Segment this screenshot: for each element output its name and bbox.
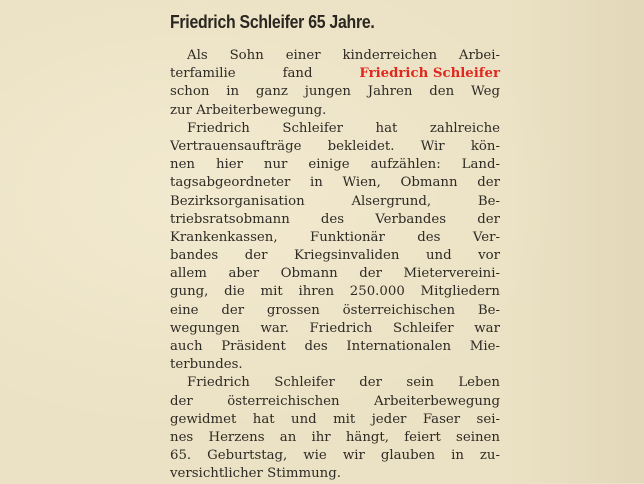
article-word: österreichischen xyxy=(342,302,456,318)
highlighted-name: Friedrich Schleifer xyxy=(359,66,500,82)
article-line xyxy=(170,156,500,174)
article-word: Friedrich xyxy=(309,320,373,336)
article-word: grossen xyxy=(266,302,320,318)
article-word: sein xyxy=(406,375,434,391)
article-word: war xyxy=(474,320,500,336)
article-word: österreichischen xyxy=(227,393,340,409)
article-word: Faser xyxy=(422,411,461,427)
article-word: ganz xyxy=(255,84,288,100)
article-line xyxy=(170,465,500,483)
article-word: Verbandes xyxy=(375,211,447,227)
article-word: terbundes. xyxy=(170,357,243,373)
article-word: des xyxy=(417,229,441,245)
article-word: zu- xyxy=(479,448,500,464)
article-word: Schleifer xyxy=(274,375,335,391)
article-line xyxy=(170,229,500,247)
article-word: Ver- xyxy=(472,229,500,245)
article-word: nes xyxy=(170,429,194,445)
article-word: Wir xyxy=(420,138,445,154)
article-word: Sohn xyxy=(229,48,264,63)
article-word: hängt, xyxy=(345,429,389,445)
article-word: der xyxy=(170,393,193,409)
article-word: einer xyxy=(285,48,321,63)
article-word: Leben xyxy=(458,375,500,391)
article-word: eine xyxy=(170,302,199,318)
article-word: Schleifer xyxy=(393,320,454,336)
article-word: Jahren xyxy=(367,84,413,100)
article-word: Mietervereini- xyxy=(403,266,500,282)
article-word: allem xyxy=(170,266,207,282)
article-word: Bezirksorganisation xyxy=(170,193,305,209)
article-line xyxy=(170,356,500,374)
article-word: wir xyxy=(342,448,365,464)
article-line xyxy=(170,174,500,192)
article-word: zahlreiche xyxy=(429,120,500,136)
article-word: in xyxy=(451,448,464,464)
article-line xyxy=(170,65,500,83)
article-word: Geburtstag, xyxy=(207,448,288,464)
article-word: gung, xyxy=(170,284,209,300)
article-word: den xyxy=(429,84,455,100)
article-word: glauben xyxy=(380,448,436,464)
article-word: Präsident xyxy=(221,339,286,354)
article-word: Be- xyxy=(477,302,500,318)
article-line xyxy=(170,211,500,229)
article-word: bandes xyxy=(170,248,219,264)
article-line xyxy=(170,393,500,411)
article-line xyxy=(170,429,500,447)
article-word: bekleidet. xyxy=(327,138,395,154)
article-line xyxy=(170,283,500,301)
article-word: Stimmung. xyxy=(267,466,341,482)
article-word: Obmann xyxy=(400,175,458,191)
article-word: des xyxy=(320,211,345,227)
article-line xyxy=(170,447,500,465)
article-word: hat xyxy=(375,120,398,136)
article-word: mit xyxy=(260,284,283,300)
article-word: hier xyxy=(215,157,243,173)
article-word: feiert xyxy=(404,429,441,445)
article-word: Kriegsinvaliden xyxy=(293,248,400,264)
article-word: Mie- xyxy=(469,339,500,354)
article-body xyxy=(170,47,500,484)
article-word: kön- xyxy=(470,138,500,154)
article-word: vor xyxy=(478,248,500,264)
article-word: Wien, xyxy=(342,175,381,191)
article-word: der xyxy=(477,211,500,227)
article-word: versichtlicher xyxy=(170,466,263,482)
article-line xyxy=(170,193,500,211)
article-word: in xyxy=(226,84,240,100)
article-word: einige xyxy=(308,157,350,173)
article-line xyxy=(170,138,500,156)
article-word: der xyxy=(477,175,500,191)
article-word: aber xyxy=(228,266,260,282)
article-word: 65. xyxy=(170,448,192,464)
article-word: Funktionär xyxy=(309,229,385,245)
article-word: terfamilie xyxy=(170,66,236,82)
article-word: in xyxy=(309,175,323,191)
article-word: 250.000 xyxy=(349,284,405,300)
article-word: Alsergrund, xyxy=(351,193,432,209)
article-word: und xyxy=(291,411,317,427)
article-word: der xyxy=(221,302,245,318)
article-line xyxy=(170,374,500,392)
article-word: mit xyxy=(333,411,356,427)
article-word: Land- xyxy=(461,157,500,173)
article-word: Schleifer xyxy=(282,120,344,136)
article-word: seinen xyxy=(456,429,500,445)
article-word: des xyxy=(304,339,328,354)
article-line xyxy=(170,247,500,265)
article-word: kinderreichen xyxy=(342,48,438,63)
article-word: Herzens xyxy=(208,429,265,445)
article-word: war. xyxy=(260,320,289,336)
article-word: Friedrich xyxy=(187,120,250,136)
article-line xyxy=(170,83,500,101)
article-word: zur xyxy=(170,102,192,118)
article-word: jeder xyxy=(371,411,407,427)
article-word: Mitgliedern xyxy=(420,284,500,300)
article-line xyxy=(170,102,500,120)
article-word: triebsratsobmann xyxy=(170,211,290,227)
article-word: Internationalen xyxy=(346,339,452,354)
article-word: hat xyxy=(252,411,275,427)
article-word: Friedrich xyxy=(187,375,250,391)
article-word: der xyxy=(244,248,268,264)
article-word: Arbei- xyxy=(458,48,500,63)
article-word: an xyxy=(279,429,297,445)
article-word: aufzählen: xyxy=(370,157,441,173)
article-word: gewidmet xyxy=(170,411,237,427)
article-word: und xyxy=(425,248,452,264)
article-line xyxy=(170,320,500,338)
article-line xyxy=(170,411,500,429)
article-word: fand xyxy=(282,66,313,82)
article-word: ihr xyxy=(311,429,331,445)
article-word: Krankenkassen, xyxy=(170,229,278,245)
article xyxy=(170,12,500,484)
article-word: Als xyxy=(187,48,208,63)
article-word: jungen xyxy=(304,84,351,100)
article-line xyxy=(170,338,500,356)
article-word: auch xyxy=(170,339,203,354)
article-word: der xyxy=(359,375,383,391)
article-word: wegungen xyxy=(170,320,240,336)
article-word: sei- xyxy=(476,411,500,427)
article-headline: Friedrich Schleifer 65 Jahre. xyxy=(170,12,375,32)
article-line xyxy=(170,120,500,138)
article-word: ihren xyxy=(298,284,335,300)
article-word: Be- xyxy=(477,193,500,209)
article-word: tagsabgeordneter xyxy=(170,175,291,191)
article-line xyxy=(170,265,500,283)
article-word: schon xyxy=(170,84,210,100)
article-word: Arbeiterbewegung. xyxy=(196,102,327,118)
article-word: nur xyxy=(263,157,288,173)
article-word: Weg xyxy=(471,84,500,100)
page-shadow xyxy=(508,0,644,483)
article-word: Arbeiterbewegung xyxy=(374,393,500,409)
article-word: die xyxy=(224,284,245,300)
article-word: der xyxy=(359,266,382,282)
article-line xyxy=(170,302,500,320)
article-word: wie xyxy=(303,448,327,464)
article-word: nen xyxy=(170,157,195,173)
article-word: Obmann xyxy=(280,266,338,282)
article-line xyxy=(170,47,500,65)
article-word: Vertrauensaufträge xyxy=(170,138,302,154)
